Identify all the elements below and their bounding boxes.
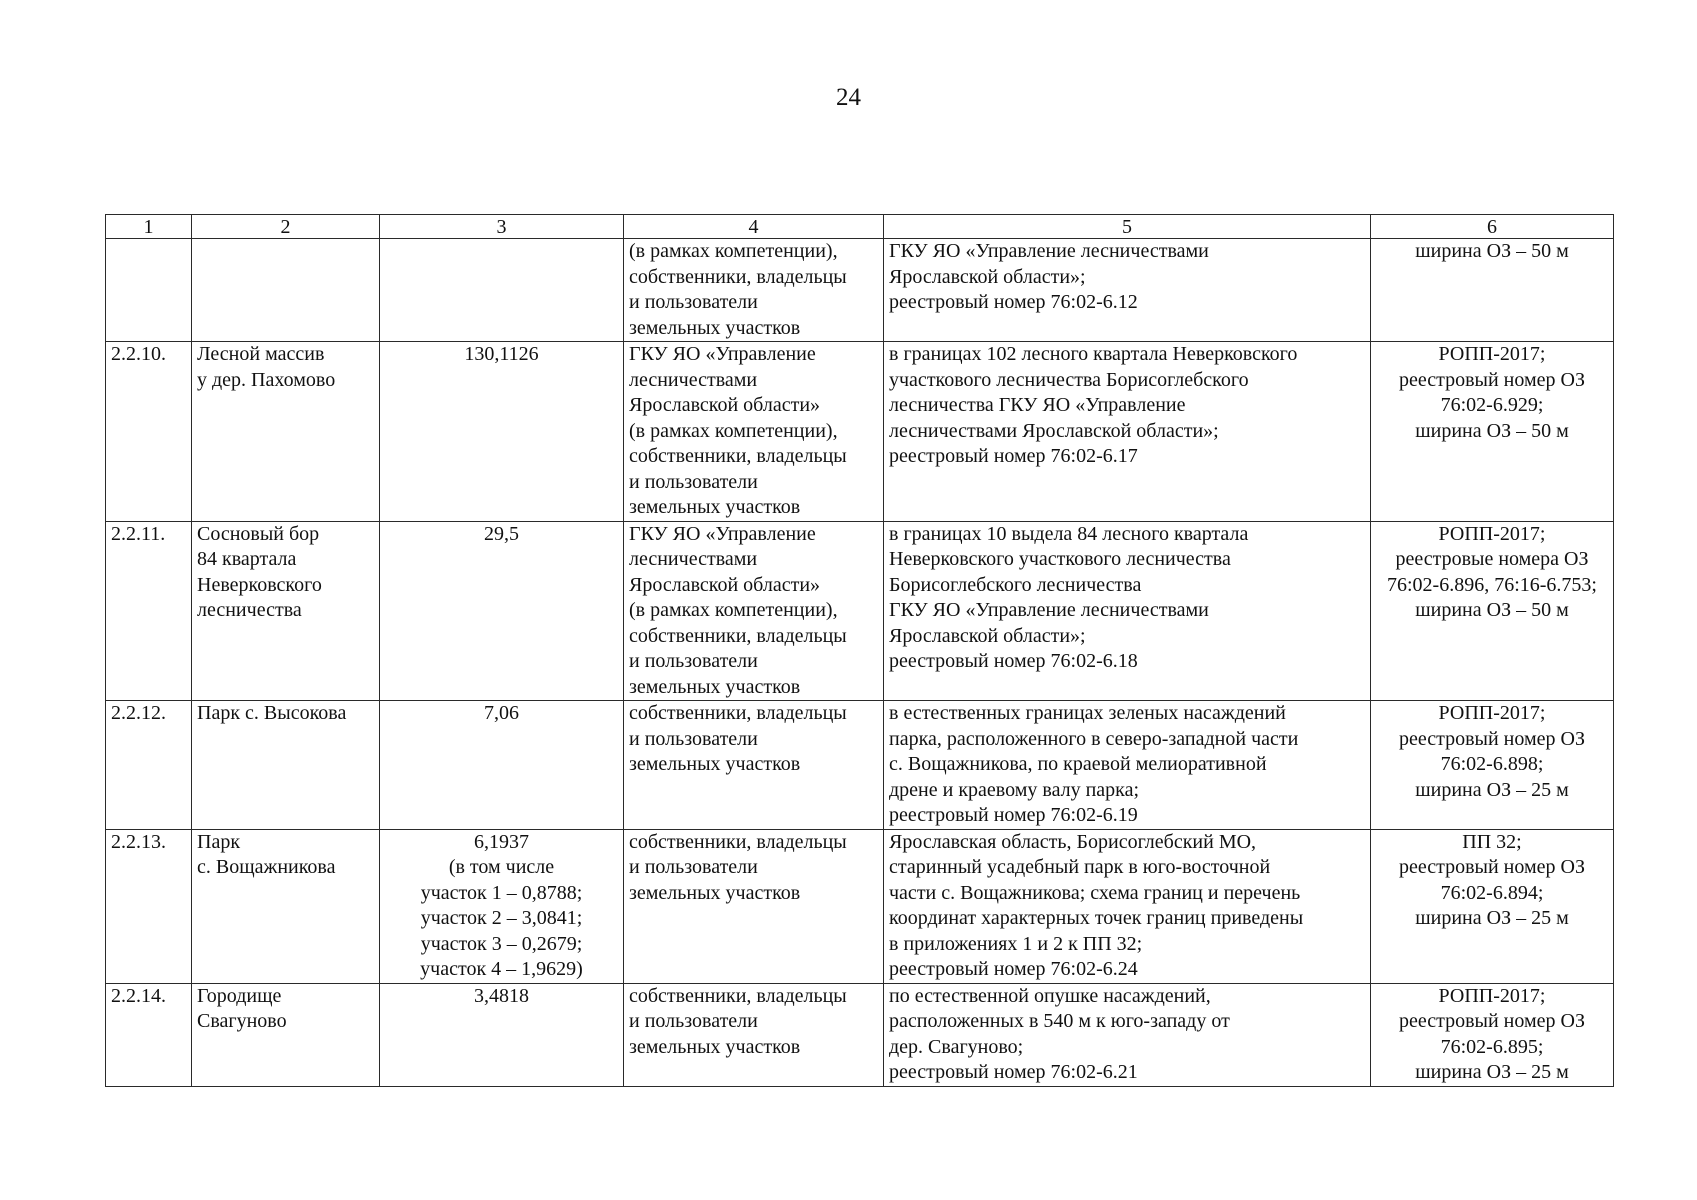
documents-cell: РОПП-2017; реестровый номер ОЗ 76:02-6.929; ширина ОЗ – 50 м <box>1371 342 1614 522</box>
owners-cell: собственники, владельцы и пользователи земельных участков <box>624 829 884 983</box>
documents-cell: ПП 32; реестровый номер ОЗ 76:02-6.894; ширина ОЗ – 25 м <box>1371 829 1614 983</box>
row-number-cell: 2.2.13. <box>106 829 192 983</box>
documents-cell: РОПП-2017; реестровые номера ОЗ 76:02-6.896, 76:16-6.753; ширина ОЗ – 50 м <box>1371 521 1614 701</box>
owners-cell: (в рамках компетенции), собственники, владельцы и пользователи земельных участков <box>624 239 884 342</box>
documents-cell: РОПП-2017; реестровый номер ОЗ 76:02-6.895; ширина ОЗ – 25 м <box>1371 983 1614 1086</box>
row-number-cell: 2.2.11. <box>106 521 192 701</box>
area-cell: 3,4818 <box>380 983 624 1086</box>
protected-areas-table <box>105 214 1614 1087</box>
boundaries-cell: по естественной опушке насаждений, расположенных в 540 м к юго-западу от дер. Свагуново; реестровый номер 76:02-6.21 <box>884 983 1371 1086</box>
documents-cell: ширина ОЗ – 50 м <box>1371 239 1614 342</box>
column-header: 3 <box>380 215 624 239</box>
boundaries-cell: в границах 10 выдела 84 лесного квартала Неверковского участкового лесничества Борисоглебского лесничества ГКУ ЯО «Управление лесничествами Ярославской области»; реестровый номер 76:02-6.18 <box>884 521 1371 701</box>
column-header: 6 <box>1371 215 1614 239</box>
column-number-row <box>106 215 1614 239</box>
area-cell: 130,1126 <box>380 342 624 522</box>
area-cell: 29,5 <box>380 521 624 701</box>
object-name-cell <box>192 239 380 342</box>
row-number-cell: 2.2.14. <box>106 983 192 1086</box>
row-number-cell: 2.2.10. <box>106 342 192 522</box>
row-number-cell: 2.2.12. <box>106 701 192 830</box>
object-name-cell: Парк с. Вощажникова <box>192 829 380 983</box>
table-row <box>106 829 1614 983</box>
owners-cell: собственники, владельцы и пользователи земельных участков <box>624 983 884 1086</box>
area-cell: 7,06 <box>380 701 624 830</box>
owners-cell: собственники, владельцы и пользователи земельных участков <box>624 701 884 830</box>
table-row <box>106 521 1614 701</box>
boundaries-cell: ГКУ ЯО «Управление лесничествами Ярославской области»; реестровый номер 76:02-6.12 <box>884 239 1371 342</box>
table-row <box>106 983 1614 1086</box>
owners-cell: ГКУ ЯО «Управление лесничествами Ярославской области» (в рамках компетенции), собственники, владельцы и пользователи земельных участков <box>624 342 884 522</box>
documents-cell: РОПП-2017; реестровый номер ОЗ 76:02-6.898; ширина ОЗ – 25 м <box>1371 701 1614 830</box>
boundaries-cell: в естественных границах зеленых насаждений парка, расположенного в северо-западной части с. Вощажникова, по краевой мелиоративной дрене и краевому валу парка; реестровый номер 76:02-6.19 <box>884 701 1371 830</box>
column-header: 2 <box>192 215 380 239</box>
table-row <box>106 342 1614 522</box>
column-header: 1 <box>106 215 192 239</box>
object-name-cell: Городище Свагуново <box>192 983 380 1086</box>
column-header: 5 <box>884 215 1371 239</box>
owners-cell: ГКУ ЯО «Управление лесничествами Ярославской области» (в рамках компетенции), собственники, владельцы и пользователи земельных участков <box>624 521 884 701</box>
object-name-cell: Сосновый бор 84 квартала Неверковского лесничества <box>192 521 380 701</box>
area-cell <box>380 239 624 342</box>
object-name-cell: Парк с. Высокова <box>192 701 380 830</box>
boundaries-cell: Ярославская область, Борисоглебский МО, старинный усадебный парк в юго-восточной части с. Вощажникова; схема границ и перечень координат характерных точек границ приведены в приложениях 1 и 2 к ПП 32; реестровый номер 76:02-6.24 <box>884 829 1371 983</box>
area-cell: 6,1937 (в том числе участок 1 – 0,8788; участок 2 – 3,0841; участок 3 – 0,2679; участок 4 – 1,9629) <box>380 829 624 983</box>
object-name-cell: Лесной массив у дер. Пахомово <box>192 342 380 522</box>
table-row <box>106 701 1614 830</box>
table-row <box>106 239 1614 342</box>
column-header: 4 <box>624 215 884 239</box>
page-number: 24 <box>836 84 861 111</box>
boundaries-cell: в границах 102 лесного квартала Неверковского участкового лесничества Борисоглебского лесничества ГКУ ЯО «Управление лесничествами Ярославской области»; реестровый номер 76:02-6.17 <box>884 342 1371 522</box>
row-number-cell <box>106 239 192 342</box>
